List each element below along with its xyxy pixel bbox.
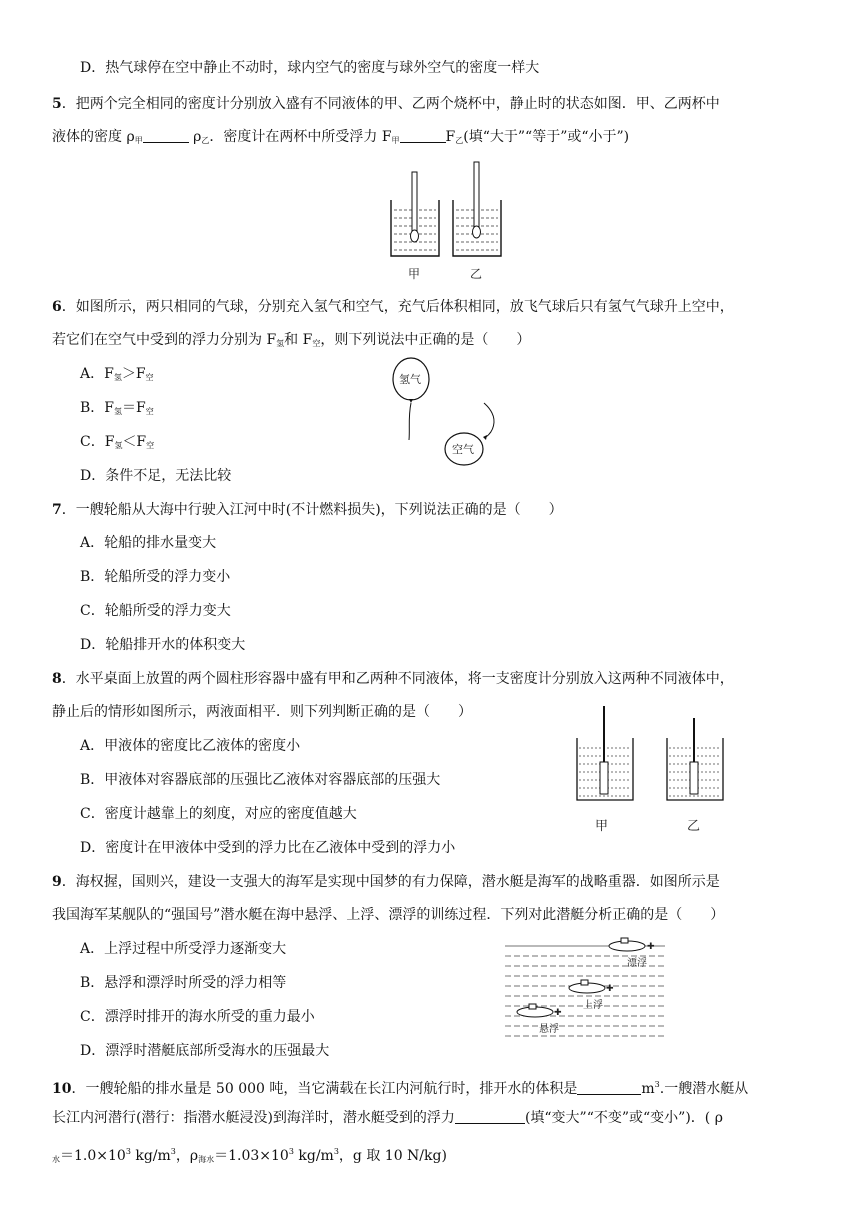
q10-text: 长江内河潜行(潜行：指潜水艇浸没)到海洋时，潜水艇受到的浮力: [52, 1110, 455, 1126]
q5-line2: [52, 127, 629, 151]
opt-text: A．F: [80, 366, 114, 382]
label-yi: 乙: [687, 819, 701, 834]
label-floating: 漂浮: [627, 958, 647, 969]
q10-number: 10: [52, 1081, 72, 1097]
q10-text: kg/m: [130, 1148, 171, 1164]
subscript: 空: [146, 441, 155, 450]
q9-submarine-figure: [505, 936, 665, 1038]
subscript: 氢: [114, 407, 123, 416]
opt-text: C．F: [80, 434, 115, 450]
opt-text: B．F: [80, 400, 115, 416]
q5-text: (填“大于”“等于”或“小于”): [463, 129, 630, 145]
q10-text: ＝1.0×10: [60, 1148, 126, 1164]
subscript: 空: [145, 407, 154, 416]
subscript: 空: [312, 339, 321, 348]
q9-option-d[interactable]: D．漂浮时潜艇底部所受海水的压强最大: [80, 1043, 330, 1059]
superscript: 3: [170, 1147, 176, 1156]
q5-line1: [52, 94, 720, 114]
q10-text: kg/m: [293, 1148, 334, 1164]
q7-option-d[interactable]: D．轮船排开水的体积变大: [80, 637, 246, 653]
svg-text:✚: ✚: [554, 1008, 562, 1018]
subscript: 氢: [114, 441, 123, 450]
q6-number: 6: [52, 299, 62, 315]
q6-option-d[interactable]: D．条件不足，无法比较: [80, 468, 232, 484]
q6-line2: [52, 330, 530, 354]
q10-text: ．一艘轮船的排水量是 50 000 吨，当它满载在长江内河航行时，排开水的体积是: [71, 1081, 578, 1097]
q6-text: 和 F: [284, 332, 313, 348]
container-yi: [667, 718, 723, 800]
q5-beakers-figure: [385, 160, 505, 285]
subscript: 乙: [455, 136, 464, 145]
q8-line2: 静止后的情形如图所示，两液面相平．则下列判断正确的是（ ）: [52, 704, 472, 720]
svg-text:✚: ✚: [606, 984, 614, 994]
q6-option-c[interactable]: [80, 432, 154, 456]
label-rising: 上浮: [583, 1000, 603, 1011]
opt-text: ＝F: [122, 400, 146, 416]
q8-option-c[interactable]: C．密度计越靠上的刻度，对应的密度值越大: [80, 806, 357, 822]
q8-text1: ．水平桌面上放置的两个圆柱形容器中盛有甲和乙两种不同液体，将一支密度计分别放入这两种不同液体中，: [61, 671, 734, 687]
q9-option-a[interactable]: A．上浮过程中所受浮力逐渐变大: [80, 941, 287, 957]
submarine-rising: [569, 980, 614, 994]
hydrogen-label: 氢气: [399, 373, 421, 386]
q7-option-c[interactable]: C．轮船所受的浮力变大: [80, 603, 231, 619]
q8-option-a[interactable]: A．甲液体的密度比乙液体的密度小: [80, 738, 301, 754]
q8-containers-figure: [575, 702, 725, 842]
q10-text: m: [641, 1081, 655, 1097]
q10-text: ＝1.03×10: [214, 1148, 289, 1164]
q4-option-d: D．热气球停在空中静止不动时，球内空气的密度与球外空气的密度一样大: [80, 60, 540, 76]
q10-line2: [52, 1108, 723, 1128]
q5-blank-2[interactable]: [400, 128, 446, 143]
q8-number: 8: [52, 671, 62, 687]
q6-text: ，则下列说法中正确的是（ ）: [320, 332, 531, 348]
q8-option-b[interactable]: B．甲液体对容器底部的压强比乙液体对容器底部的压强大: [80, 772, 441, 788]
subscript: 甲: [391, 136, 400, 145]
q5-number: 5: [52, 96, 62, 112]
q10-line3: [52, 1142, 447, 1170]
q10-line1: [52, 1075, 748, 1099]
q9-option-b[interactable]: B．悬浮和漂浮时所受的浮力相等: [80, 975, 287, 991]
subscript: 乙: [201, 136, 210, 145]
q6-line1: [52, 297, 734, 317]
label-yi: 乙: [470, 267, 483, 281]
label-jia: 甲: [595, 819, 609, 834]
beaker-yi: [453, 162, 501, 256]
q6-text1: ．如图所示，两只相同的气球，分别充入氢气和空气，充气后体积相同，放飞气球后只有氢气气球升上空中，: [61, 299, 734, 315]
q6-text: 若它们在空气中受到的浮力分别为 F: [52, 332, 277, 348]
q6-option-a[interactable]: [80, 364, 154, 388]
q6-balloons-figure: [388, 355, 500, 470]
q10-blank-1[interactable]: [577, 1080, 641, 1095]
q5-text1: ．把两个完全相同的密度计分别放入盛有不同液体的甲、乙两个烧杯中，静止时的状态如图．甲、乙两杯中: [61, 96, 720, 112]
q7-line1: [52, 500, 563, 520]
subscript: 氢: [276, 339, 285, 348]
q7-option-b[interactable]: B．轮船所受的浮力变小: [80, 569, 231, 585]
q10-text: ，ρ: [175, 1148, 199, 1164]
superscript: 3: [654, 1080, 660, 1089]
q7-number: 7: [52, 502, 62, 518]
q5-text: ．密度计在两杯中所受浮力 F: [209, 129, 392, 145]
subscript: 水: [52, 1155, 60, 1164]
q9-line2: 我国海军某舰队的“强国号”潜水艇在海中悬浮、上浮、漂浮的训练过程．下列对此潜艇分析正确的是（ ）: [52, 907, 725, 923]
label-suspended: 悬浮: [539, 1024, 559, 1035]
opt-text: ＞F: [121, 366, 146, 382]
superscript: 3: [333, 1147, 339, 1156]
q5-blank-1[interactable]: [143, 128, 189, 143]
q8-option-d[interactable]: D．密度计在甲液体中受到的浮力比在乙液体中受到的浮力小: [80, 840, 456, 856]
q7-text1: ．一艘轮船从大海中行驶入江河中时(不计燃料损失)，下列说法正确的是（ ）: [61, 502, 563, 518]
q9-number: 9: [52, 874, 62, 890]
q6-option-b[interactable]: [80, 398, 154, 422]
q5-text: 液体的密度 ρ: [52, 129, 135, 145]
submarine-floating: [609, 938, 655, 952]
q10-text: (填“变大”“不变”或“变小”)．( ρ: [524, 1110, 723, 1126]
beaker-jia: [391, 172, 439, 256]
q9-text1: ．海权握，国则兴，建设一支强大的海军是实现中国梦的有力保障，潜水艇是海军的战略重器．如图所示是: [61, 874, 720, 890]
q10-text: .一艘潜水艇从: [659, 1081, 749, 1097]
label-jia: 甲: [408, 267, 421, 281]
superscript: 3: [288, 1147, 294, 1156]
q9-option-c[interactable]: C．漂浮时排开的海水所受的重力最小: [80, 1009, 315, 1025]
superscript: 3: [125, 1147, 131, 1156]
subscript: 甲: [134, 136, 143, 145]
container-jia: [577, 706, 633, 800]
q10-blank-2[interactable]: [455, 1109, 525, 1124]
air-label: 空气: [452, 443, 474, 456]
q10-text: ，g 取 10 N/kg): [338, 1148, 447, 1164]
q9-line1: [52, 872, 720, 892]
subscript: 空: [145, 373, 154, 382]
q8-line1: [52, 669, 734, 689]
q5-text: F: [445, 129, 456, 145]
subscript: 海水: [198, 1155, 215, 1164]
svg-text:✚: ✚: [647, 942, 655, 952]
opt-text: ＜F: [122, 434, 147, 450]
subscript: 氢: [113, 373, 122, 382]
q7-option-a[interactable]: A．轮船的排水量变大: [80, 535, 217, 551]
q5-text: ρ: [193, 129, 202, 145]
